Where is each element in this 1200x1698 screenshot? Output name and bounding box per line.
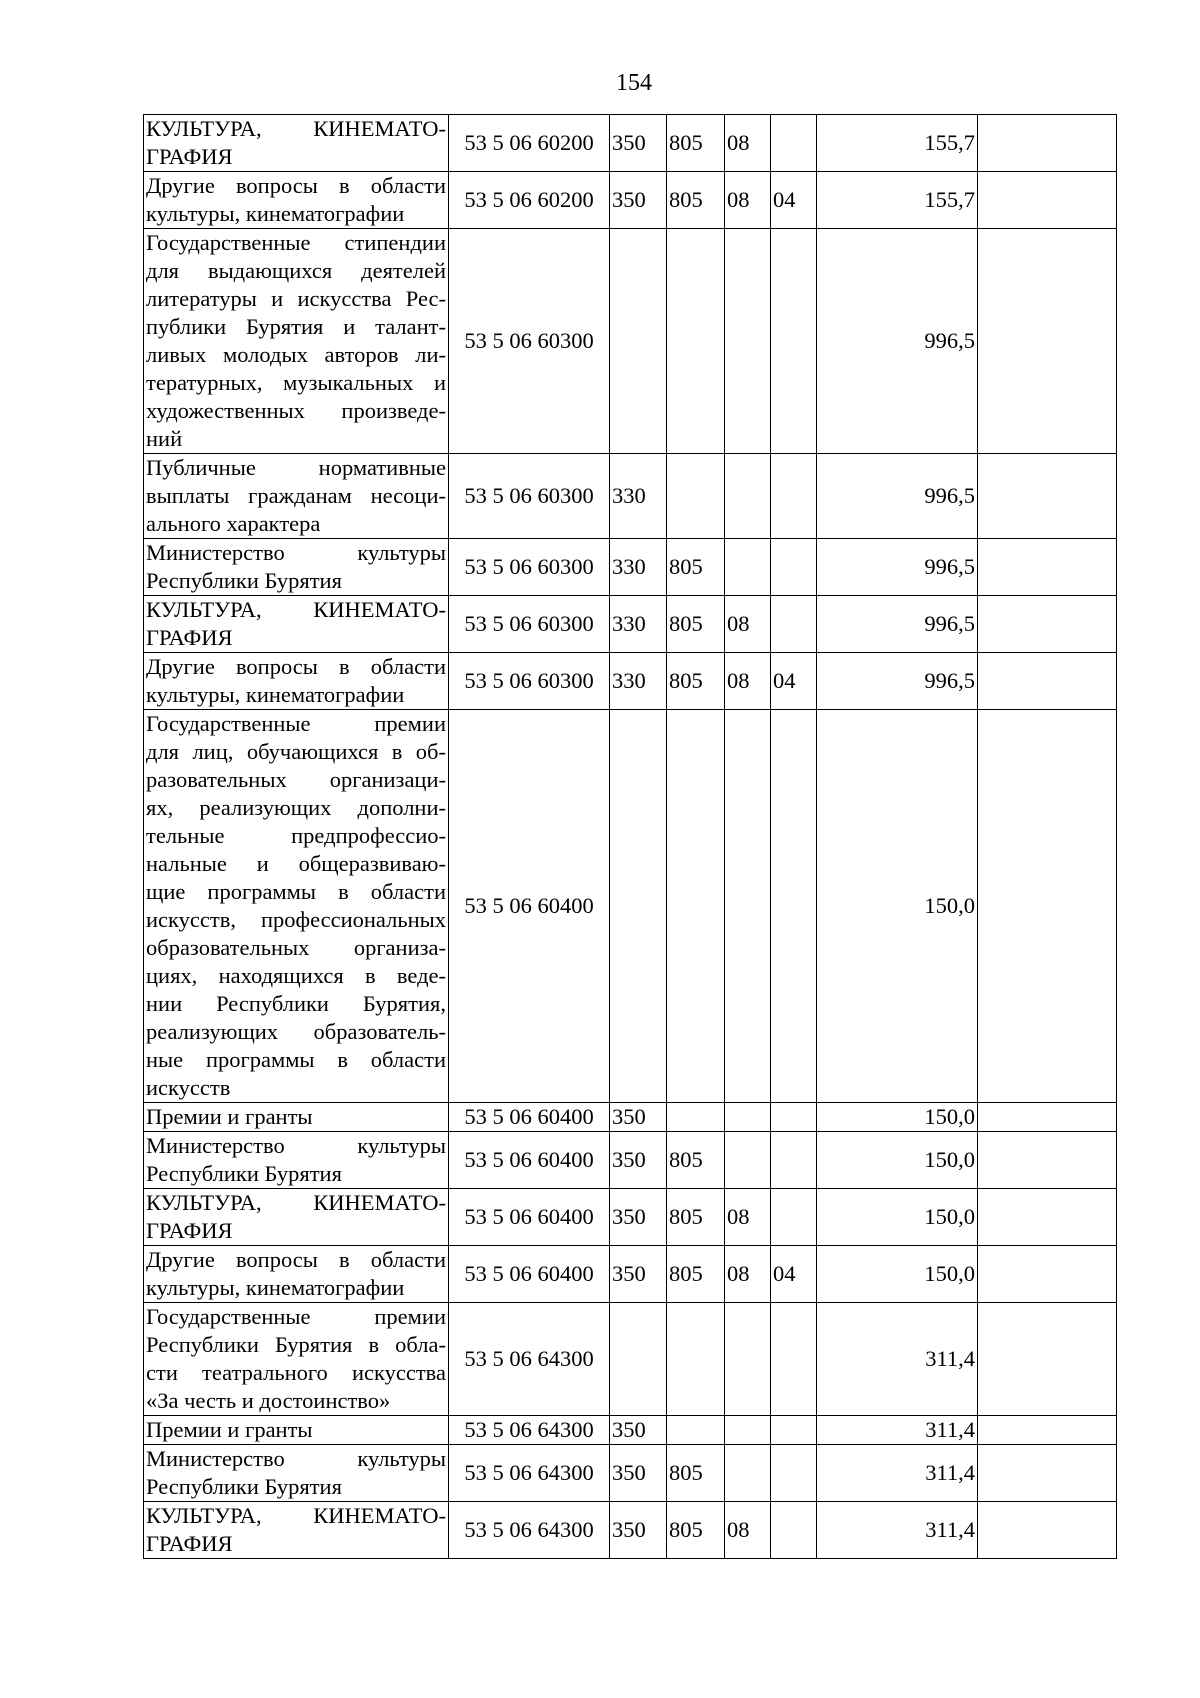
row-name-line: культуры, кинематографии	[146, 201, 405, 226]
row-amount: 996,5	[817, 454, 978, 539]
row-expense-type: 350	[610, 115, 667, 172]
table-row	[144, 539, 1117, 596]
row-empty-cell	[978, 1103, 1117, 1132]
table-row	[144, 1303, 1117, 1416]
row-name-line: образовательных организа-	[146, 935, 446, 960]
row-code: 53 5 06 64300	[449, 1502, 610, 1559]
table-row	[144, 1416, 1117, 1445]
row-name-line: КУЛЬТУРА, КИНЕМАТО-	[146, 116, 446, 141]
row-name-line: циях, находящихся в веде-	[146, 963, 446, 988]
row-code: 53 5 06 60400	[449, 1103, 610, 1132]
row-name	[144, 653, 449, 710]
row-section	[725, 539, 771, 596]
row-name-line: сти театрального искусства	[146, 1360, 446, 1385]
table-body	[144, 115, 1117, 1559]
row-name-line: искусств	[146, 1075, 231, 1100]
row-section: 08	[725, 1246, 771, 1303]
row-empty-cell	[978, 710, 1117, 1103]
row-section: 08	[725, 653, 771, 710]
row-code: 53 5 06 64300	[449, 1303, 610, 1416]
page-number: 154	[616, 70, 652, 96]
row-name-line: культуры, кинематографии	[146, 682, 405, 707]
row-expense-type: 330	[610, 454, 667, 539]
row-department: 805	[667, 596, 725, 653]
row-name-line: ний	[146, 426, 183, 451]
row-name-line: разовательных организаци-	[146, 767, 446, 792]
row-code: 53 5 06 60300	[449, 653, 610, 710]
row-name	[144, 1103, 449, 1132]
row-code: 53 5 06 64300	[449, 1416, 610, 1445]
row-name-line: Государственные премии	[146, 711, 446, 736]
row-name-line: ГРАФИЯ	[146, 625, 233, 650]
row-name	[144, 172, 449, 229]
row-name-line: Государственные премии	[146, 1304, 446, 1329]
row-expense-type: 330	[610, 539, 667, 596]
table-row	[144, 1132, 1117, 1189]
row-name	[144, 1246, 449, 1303]
table-row	[144, 115, 1117, 172]
row-expense-type: 350	[610, 172, 667, 229]
row-expense-type	[610, 229, 667, 454]
row-subsection	[771, 1502, 817, 1559]
row-name-line: ные программы в области	[146, 1047, 446, 1072]
row-expense-type: 350	[610, 1103, 667, 1132]
row-amount: 996,5	[817, 229, 978, 454]
table-row	[144, 653, 1117, 710]
row-section	[725, 454, 771, 539]
row-code: 53 5 06 60400	[449, 1132, 610, 1189]
row-empty-cell	[978, 1132, 1117, 1189]
row-expense-type: 350	[610, 1189, 667, 1246]
row-section	[725, 1103, 771, 1132]
row-department	[667, 1103, 725, 1132]
row-name-line: Республики Бурятия	[146, 1161, 342, 1186]
table-row	[144, 454, 1117, 539]
table-row	[144, 172, 1117, 229]
row-name-line: Республики Бурятия	[146, 1474, 342, 1499]
row-amount: 155,7	[817, 115, 978, 172]
row-empty-cell	[978, 1416, 1117, 1445]
row-section	[725, 1303, 771, 1416]
row-expense-type: 350	[610, 1416, 667, 1445]
row-section	[725, 1445, 771, 1502]
row-section	[725, 1132, 771, 1189]
row-department: 805	[667, 539, 725, 596]
row-subsection	[771, 1416, 817, 1445]
row-name-line: Другие вопросы в области	[146, 173, 446, 198]
row-name-line: КУЛЬТУРА, КИНЕМАТО-	[146, 1190, 446, 1215]
row-department	[667, 229, 725, 454]
row-subsection: 04	[771, 172, 817, 229]
row-name-line: Министерство культуры	[146, 1133, 446, 1158]
row-department: 805	[667, 1246, 725, 1303]
row-expense-type: 350	[610, 1246, 667, 1303]
row-expense-type	[610, 1303, 667, 1416]
row-expense-type: 330	[610, 653, 667, 710]
row-empty-cell	[978, 1502, 1117, 1559]
row-name-line: Премии и гранты	[146, 1417, 313, 1442]
row-name-line: Другие вопросы в области	[146, 654, 446, 679]
row-name	[144, 596, 449, 653]
row-name-line: тельные предпрофессио-	[146, 823, 446, 848]
row-name-line: художественных произведе-	[146, 398, 446, 423]
row-name-line: ГРАФИЯ	[146, 144, 233, 169]
table-row	[144, 710, 1117, 1103]
row-department	[667, 1416, 725, 1445]
table-row	[144, 1445, 1117, 1502]
row-code: 53 5 06 64300	[449, 1445, 610, 1502]
row-subsection	[771, 229, 817, 454]
row-name	[144, 454, 449, 539]
table-row	[144, 596, 1117, 653]
row-amount: 155,7	[817, 172, 978, 229]
row-name-line: «За честь и достоинство»	[146, 1388, 391, 1413]
row-name-line: ГРАФИЯ	[146, 1531, 233, 1556]
row-section	[725, 229, 771, 454]
row-name-line: ливых молодых авторов ли-	[146, 342, 446, 367]
row-code: 53 5 06 60300	[449, 539, 610, 596]
row-name	[144, 1132, 449, 1189]
row-code: 53 5 06 60200	[449, 115, 610, 172]
row-name-line: ального характера	[146, 511, 321, 536]
row-code: 53 5 06 60200	[449, 172, 610, 229]
row-department	[667, 454, 725, 539]
row-name-line: Министерство культуры	[146, 1446, 446, 1471]
row-amount: 311,4	[817, 1416, 978, 1445]
row-department: 805	[667, 1502, 725, 1559]
row-amount: 311,4	[817, 1445, 978, 1502]
row-name-line: Другие вопросы в области	[146, 1247, 446, 1272]
row-expense-type	[610, 710, 667, 1103]
row-empty-cell	[978, 1189, 1117, 1246]
row-empty-cell	[978, 454, 1117, 539]
table-row	[144, 1246, 1117, 1303]
row-amount: 150,0	[817, 1132, 978, 1189]
row-subsection: 04	[771, 653, 817, 710]
row-subsection	[771, 1103, 817, 1132]
row-empty-cell	[978, 596, 1117, 653]
row-amount: 150,0	[817, 1246, 978, 1303]
row-name-line: Республики Бурятия в обла-	[146, 1332, 446, 1357]
row-name	[144, 1416, 449, 1445]
row-name-line: публики Бурятия и талант-	[146, 314, 446, 339]
row-name-line: Республики Бурятия	[146, 568, 342, 593]
row-name-line: Государственные стипендии	[146, 230, 446, 255]
budget-table	[143, 114, 1117, 1559]
row-department	[667, 1303, 725, 1416]
row-code: 53 5 06 60400	[449, 1246, 610, 1303]
row-amount: 150,0	[817, 710, 978, 1103]
row-department: 805	[667, 115, 725, 172]
row-name	[144, 1189, 449, 1246]
row-empty-cell	[978, 1246, 1117, 1303]
row-name-line: КУЛЬТУРА, КИНЕМАТО-	[146, 597, 446, 622]
row-department: 805	[667, 1132, 725, 1189]
row-empty-cell	[978, 653, 1117, 710]
row-empty-cell	[978, 115, 1117, 172]
table-row	[144, 1103, 1117, 1132]
row-subsection	[771, 1132, 817, 1189]
row-empty-cell	[978, 1303, 1117, 1416]
table-row	[144, 1502, 1117, 1559]
row-name	[144, 1303, 449, 1416]
row-subsection	[771, 1189, 817, 1246]
row-name-line: для выдающихся деятелей	[146, 258, 446, 283]
row-amount: 311,4	[817, 1303, 978, 1416]
row-amount: 996,5	[817, 653, 978, 710]
row-department	[667, 710, 725, 1103]
row-expense-type: 350	[610, 1132, 667, 1189]
row-name-line: реализующих образователь-	[146, 1019, 446, 1044]
row-amount: 996,5	[817, 596, 978, 653]
row-name	[144, 229, 449, 454]
row-name-line: ГРАФИЯ	[146, 1218, 233, 1243]
row-name	[144, 539, 449, 596]
row-empty-cell	[978, 172, 1117, 229]
row-empty-cell	[978, 229, 1117, 454]
row-name-line: искусств, профессиональных	[146, 907, 446, 932]
row-amount: 311,4	[817, 1502, 978, 1559]
row-empty-cell	[978, 539, 1117, 596]
row-name	[144, 1445, 449, 1502]
row-code: 53 5 06 60300	[449, 454, 610, 539]
row-name-line: ях, реализующих дополни-	[146, 795, 446, 820]
table-row	[144, 1189, 1117, 1246]
table-row	[144, 229, 1117, 454]
row-subsection	[771, 539, 817, 596]
row-code: 53 5 06 60300	[449, 596, 610, 653]
row-name-line: выплаты гражданам несоци-	[146, 483, 446, 508]
row-expense-type: 350	[610, 1445, 667, 1502]
row-name-line: нии Республики Бурятия,	[146, 991, 446, 1016]
row-amount: 150,0	[817, 1103, 978, 1132]
row-name-line: щие программы в области	[146, 879, 446, 904]
row-amount: 150,0	[817, 1189, 978, 1246]
row-subsection	[771, 1445, 817, 1502]
row-expense-type: 330	[610, 596, 667, 653]
row-section	[725, 710, 771, 1103]
row-subsection	[771, 454, 817, 539]
row-subsection	[771, 1303, 817, 1416]
row-section: 08	[725, 1189, 771, 1246]
row-name-line: для лиц, обучающихся в об-	[146, 739, 446, 764]
row-name-line: Министерство культуры	[146, 540, 446, 565]
row-subsection: 04	[771, 1246, 817, 1303]
row-name	[144, 710, 449, 1103]
row-section: 08	[725, 596, 771, 653]
row-name	[144, 115, 449, 172]
row-section: 08	[725, 172, 771, 229]
row-department: 805	[667, 172, 725, 229]
row-name-line: культуры, кинематографии	[146, 1275, 405, 1300]
row-name	[144, 1502, 449, 1559]
row-name-line: Публичные нормативные	[146, 455, 446, 480]
row-code: 53 5 06 60400	[449, 710, 610, 1103]
row-section: 08	[725, 115, 771, 172]
row-name-line: КУЛЬТУРА, КИНЕМАТО-	[146, 1503, 446, 1528]
row-department: 805	[667, 653, 725, 710]
row-section: 08	[725, 1502, 771, 1559]
row-section	[725, 1416, 771, 1445]
row-amount: 996,5	[817, 539, 978, 596]
row-name-line: нальные и общеразвиваю-	[146, 851, 446, 876]
row-department: 805	[667, 1445, 725, 1502]
row-expense-type: 350	[610, 1502, 667, 1559]
row-code: 53 5 06 60400	[449, 1189, 610, 1246]
row-code: 53 5 06 60300	[449, 229, 610, 454]
row-department: 805	[667, 1189, 725, 1246]
row-subsection	[771, 115, 817, 172]
row-subsection	[771, 596, 817, 653]
row-empty-cell	[978, 1445, 1117, 1502]
row-name-line: литературы и искусства Рес-	[146, 286, 446, 311]
row-subsection	[771, 710, 817, 1103]
row-name-line: Премии и гранты	[146, 1104, 313, 1129]
row-name-line: тературных, музыкальных и	[146, 370, 446, 395]
